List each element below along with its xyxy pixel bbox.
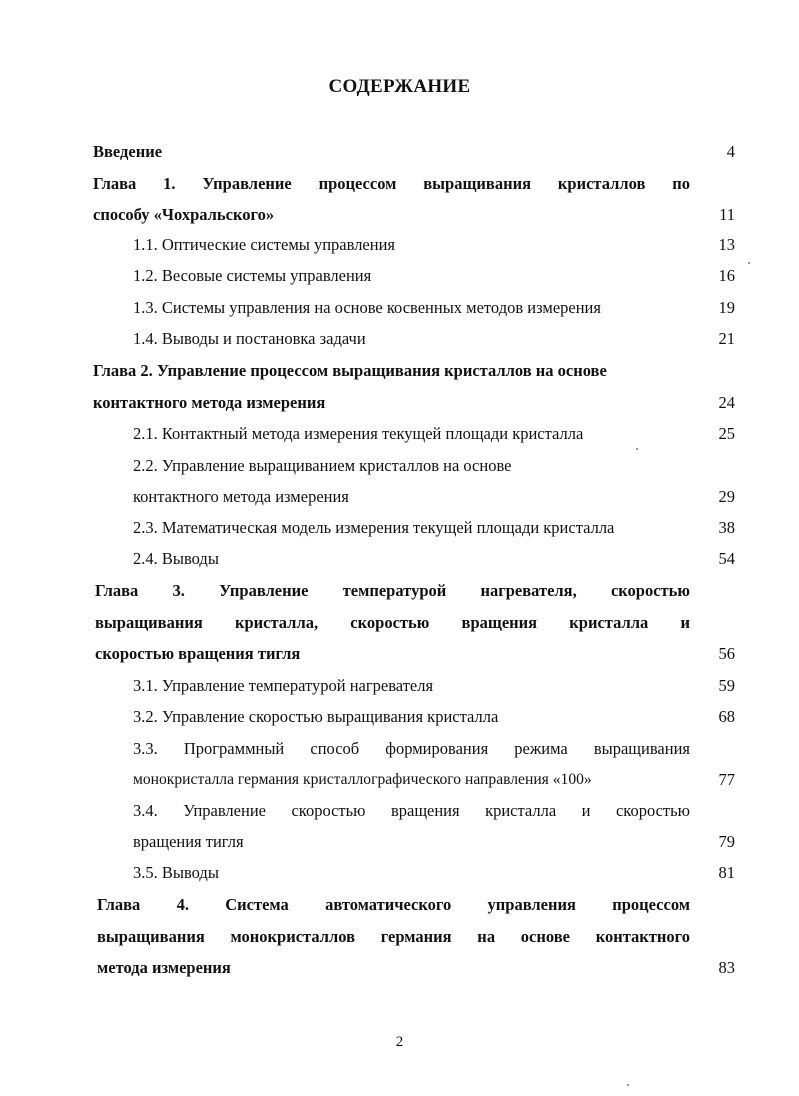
toc-intro-page: 4 — [726, 142, 735, 161]
toc-ch2-page: 24 — [718, 393, 735, 412]
toc-s2-2-line2: контактного метода измерения — [133, 487, 349, 506]
toc-s3-4-line2: вращения тигля — [133, 832, 244, 851]
toc-s2-2-line1: 2.2. Управление выращиванием кристаллов на основе — [133, 456, 512, 475]
footer-page-number: 2 — [395, 1034, 404, 1050]
toc-s1-4-title: 1.4. Выводы и постановка задачи — [133, 329, 366, 348]
toc-s3-2-title: 3.2. Управление скоростью выращивания кристалла — [133, 707, 499, 726]
toc-s2-3-page: 38 — [718, 518, 735, 537]
toc-s3-1-page: 59 — [718, 676, 735, 695]
toc-ch4-line3: метода измерения — [97, 958, 231, 977]
toc-s3-3-line2: монокристалла германия кристаллографического направления «100» — [133, 771, 592, 788]
toc-ch3-line2: выращивания кристалла, скоростью вращения кристалла и — [95, 613, 690, 632]
toc-s2-4-title: 2.4. Выводы — [133, 549, 219, 568]
toc-intro-title: Введение — [93, 142, 163, 161]
toc-s3-3-page: 77 — [718, 770, 735, 789]
scan-speck — [627, 1084, 629, 1086]
toc-s3-4-line1: 3.4. Управление скоростью вращения кристалла и скоростью — [133, 801, 690, 820]
toc-s3-3-line1: 3.3. Программный способ формирования режима выращивания — [133, 739, 690, 758]
toc-ch1-line2: способу «Чохральского» — [93, 205, 275, 224]
toc-s3-4-page: 79 — [718, 832, 735, 851]
toc-ch3-line3: скоростью вращения тигля — [95, 644, 301, 663]
toc-s1-3-page: 19 — [718, 298, 735, 317]
scan-speck — [636, 448, 638, 450]
toc-ch2-line1: Глава 2. Управление процессом выращивания кристаллов на основе — [93, 361, 607, 380]
toc-ch4-line2: выращивания монокристаллов германия на основе контактного — [97, 927, 690, 946]
toc-ch3-page: 56 — [718, 644, 735, 663]
toc-ch3-line1: Глава 3. Управление температурой нагревателя, скоростью — [95, 581, 690, 600]
page-title: СОДЕРЖАНИЕ — [328, 76, 471, 97]
toc-s1-2-title: 1.2. Весовые системы управления — [133, 266, 372, 285]
toc-s1-1-title: 1.1. Оптические системы управления — [133, 235, 396, 254]
scan-speck — [748, 262, 750, 264]
toc-ch1-line1: Глава 1. Управление процессом выращивания кристаллов по — [93, 174, 690, 193]
toc-ch2-line2: контактного метода измерения — [93, 393, 326, 412]
toc-s3-5-title: 3.5. Выводы — [133, 863, 219, 882]
toc-s2-1-title: 2.1. Контактный метода измерения текущей площади кристалла — [133, 424, 584, 443]
toc-s1-4-page: 21 — [718, 329, 735, 348]
toc-s3-2-page: 68 — [718, 707, 735, 726]
toc-s1-2-page: 16 — [718, 266, 735, 285]
toc-ch1-page: 11 — [719, 205, 735, 224]
toc-s2-4-page: 54 — [718, 549, 735, 568]
toc-ch4-line1: Глава 4. Система автоматического управления процессом — [97, 895, 690, 914]
toc-s1-3-title: 1.3. Системы управления на основе косвенных методов измерения — [133, 298, 601, 317]
toc-s2-1-page: 25 — [718, 424, 735, 443]
toc-ch4-page: 83 — [718, 958, 735, 977]
toc-s3-5-page: 81 — [718, 863, 735, 882]
toc-s2-3-title: 2.3. Математическая модель измерения текущей площади кристалла — [133, 518, 615, 537]
toc-s3-1-title: 3.1. Управление температурой нагревателя — [133, 676, 434, 695]
toc-s1-1-page: 13 — [718, 235, 735, 254]
toc-s2-2-page: 29 — [718, 487, 735, 506]
